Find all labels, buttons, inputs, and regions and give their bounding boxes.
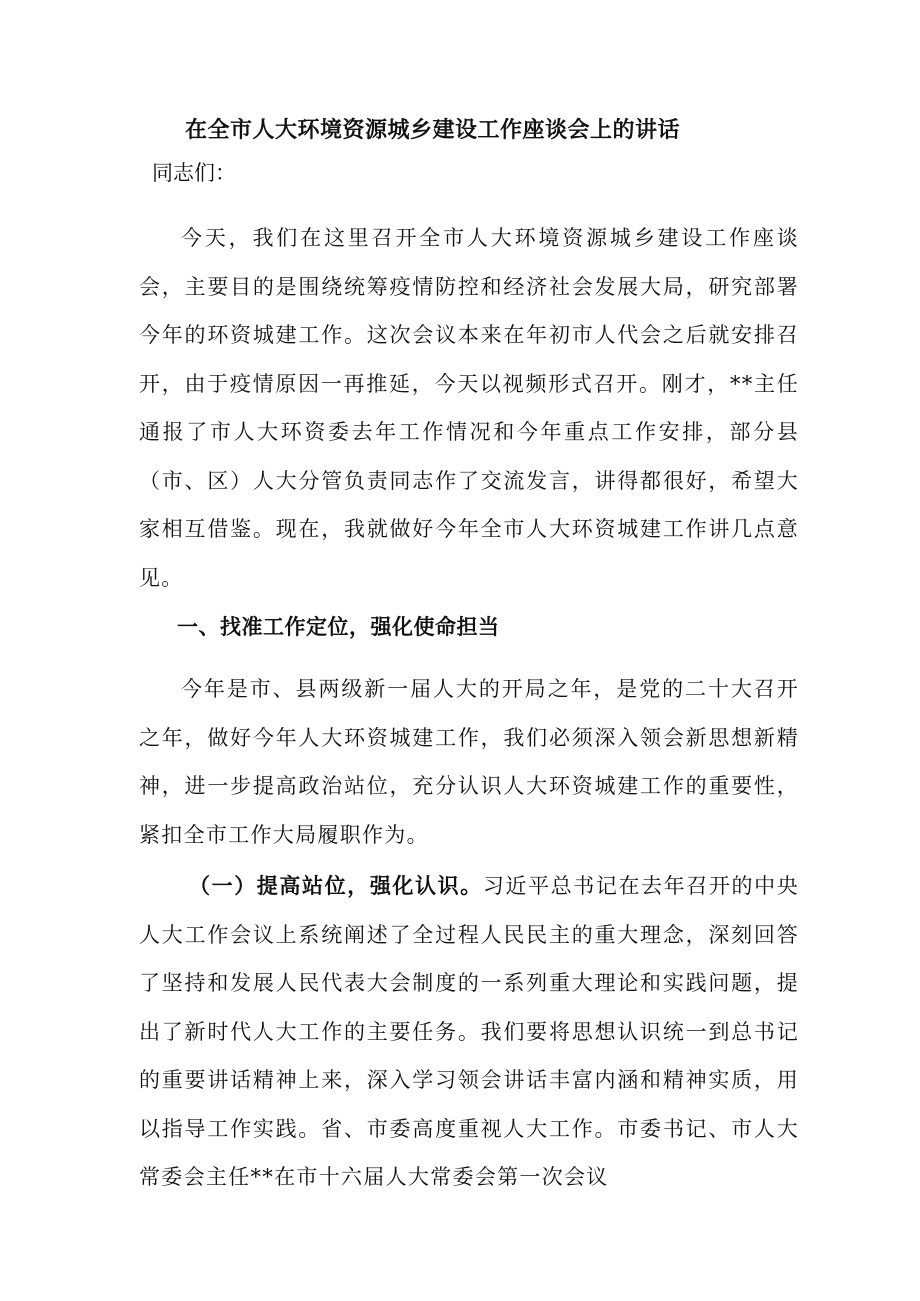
section-heading: 一、找准工作定位，强化使命担当	[177, 614, 500, 639]
section-paragraph: 今年是市、县两级新一届人大的开局之年，是党的二十大召开之年，做好今年人大环资城建工作，我们必须深入领会新思想新精神，进一步提高政治站位，充分认识人大环资城建工作的重要性，紧扣全市工作大局履职作为。	[139, 677, 799, 847]
subsection-heading: （一）提高站位，强化认识。	[189, 873, 483, 898]
subsection-text: 习近平总书记在去年召开的中央人大工作会议上系统阐述了全过程人民民主的重大理念，深刻回答了坚持和发展人民代表大会制度的一系列重大理论和实践问题，提出了新时代人大工作的主要任务。我们要将思想认识统一到总书记的重要讲话精神上来，深入学习领会讲话丰富内涵和精神实质，用以指导工作实践。省、市委高度重视人大工作。市委书记、市人大常委会主任**在市十六届人大常委会第一次会议	[139, 874, 800, 1189]
subsection-paragraph	[139, 862, 799, 1202]
intro-paragraph: 今天，我们在这里召开全市人大环境资源城乡建设工作座谈会，主要目的是围绕统筹疫情防控和经济社会发展大局，研究部署今年的环资城建工作。这次会议本来在年初市人代会之后就安排召开，由于疫情原因一再推延，今天以视频形式召开。刚才，**主任通报了市人大环资委去年工作情况和今年重点工作安排，部分县（市、区）人大分管负责同志作了交流发言，讲得都很好，希望大家相互借鉴。现在，我就做好今年全市人大环资城建工作讲几点意见。	[139, 226, 799, 590]
salutation: 同志们：	[152, 161, 236, 185]
document-title: 在全市人大环境资源城乡建设工作座谈会上的讲话	[185, 117, 681, 143]
